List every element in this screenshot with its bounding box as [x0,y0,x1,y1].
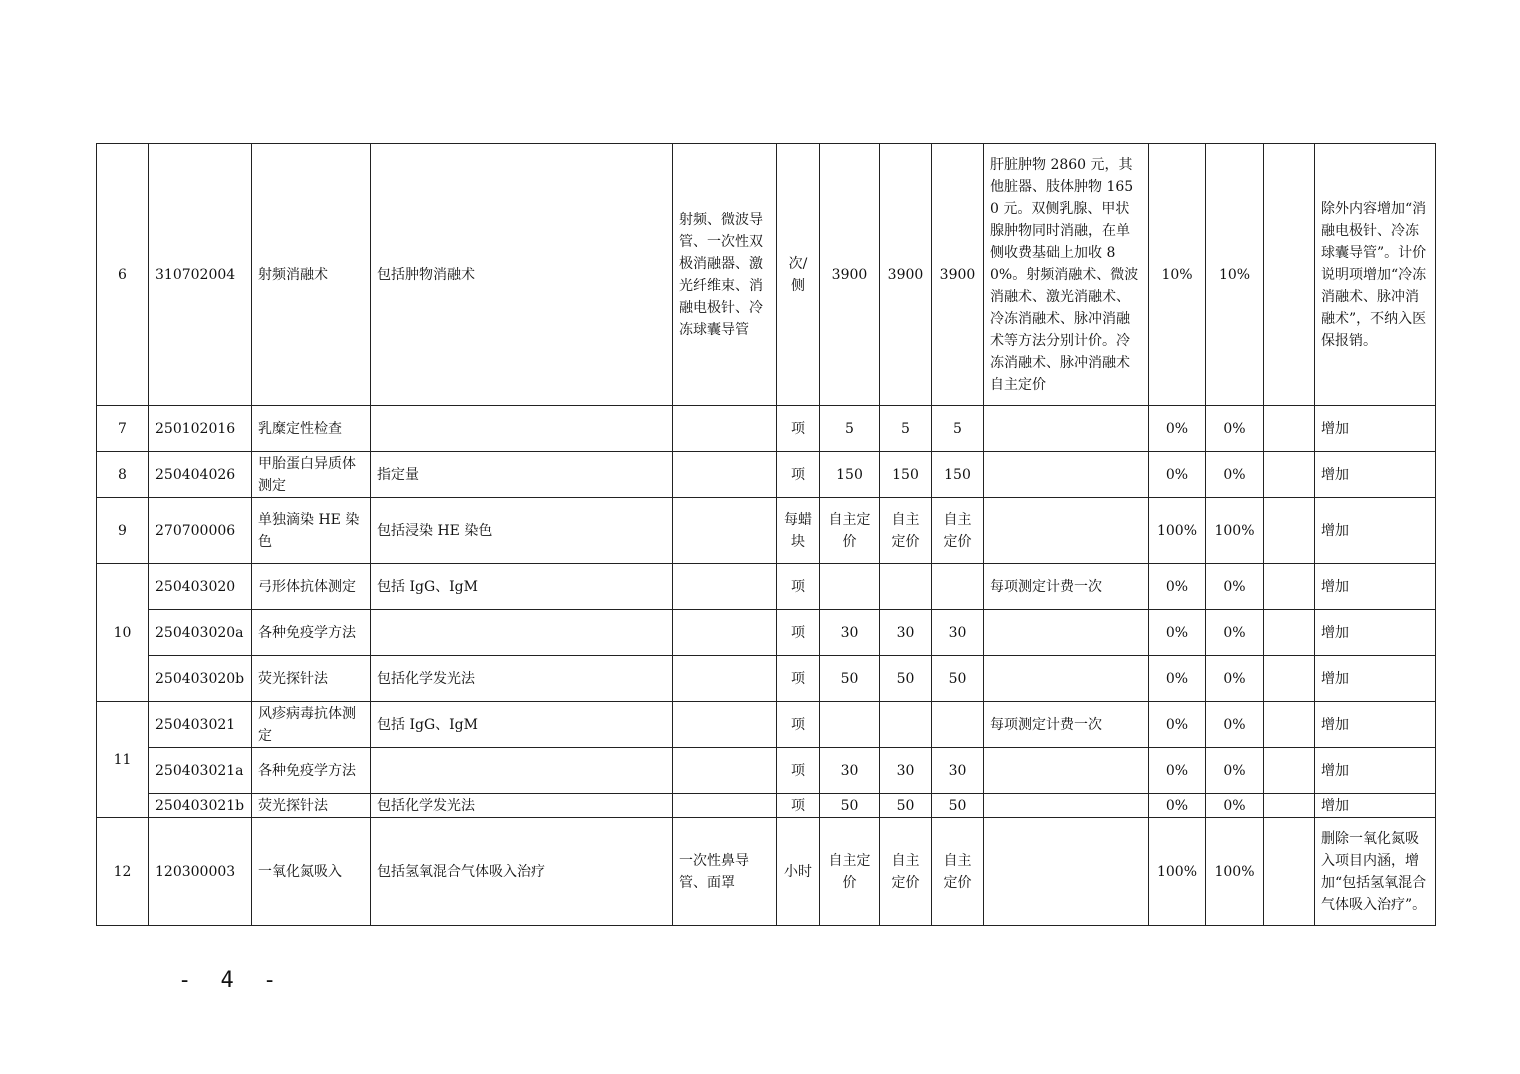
item-excluded [673,498,777,564]
row-number: 7 [97,406,149,452]
extra-cell [1264,818,1315,926]
extra-cell [1264,498,1315,564]
item-content [371,406,673,452]
item-code: 270700006 [149,498,252,564]
remark: 增加 [1315,498,1436,564]
ratio-1: 0% [1149,564,1206,610]
ratio-2: 0% [1206,452,1264,498]
item-code: 250403020a [149,610,252,656]
remark: 增加 [1315,748,1436,794]
item-name: 弓形体抗体测定 [252,564,371,610]
item-unit: 每蜡块 [777,498,820,564]
ratio-2: 0% [1206,794,1264,818]
item-unit: 项 [777,406,820,452]
price-1: 150 [820,452,880,498]
item-name: 各种免疫学方法 [252,748,371,794]
price-3: 50 [932,794,984,818]
ratio-2: 0% [1206,564,1264,610]
ratio-2: 0% [1206,748,1264,794]
price-2 [880,702,932,748]
ratio-1: 0% [1149,702,1206,748]
item-content: 包括 IgG、IgM [371,702,673,748]
item-excluded [673,794,777,818]
ratio-2: 0% [1206,610,1264,656]
item-content: 包括化学发光法 [371,794,673,818]
price-3: 30 [932,748,984,794]
item-name: 单独滴染 HE 染色 [252,498,371,564]
item-unit: 项 [777,794,820,818]
extra-cell [1264,406,1315,452]
item-content [371,748,673,794]
remark: 增加 [1315,452,1436,498]
page-number: - 4 - [178,968,285,993]
price-3: 自主定价 [932,818,984,926]
pricing-note [984,794,1149,818]
ratio-2: 0% [1206,406,1264,452]
price-3 [932,564,984,610]
table-row [97,406,1436,452]
pricing-note: 每项测定计费一次 [984,564,1149,610]
extra-cell [1264,564,1315,610]
pricing-note: 肝脏肿物 2860 元，其他脏器、肢体肿物 1650 元。双侧乳腺、甲状腺肿物同时消融，在单侧收费基础上加收 80%。射频消融术、微波消融术、激光消融术、冷冻消融术、脉冲消融术等方法分别计价。冷冻消融术、脉冲消融术自主定价 [984,144,1149,406]
price-1 [820,564,880,610]
pricing-note [984,818,1149,926]
row-number: 6 [97,144,149,406]
item-unit: 项 [777,452,820,498]
ratio-2: 0% [1206,702,1264,748]
item-name: 荧光探针法 [252,656,371,702]
ratio-1: 0% [1149,748,1206,794]
item-excluded [673,610,777,656]
item-content: 指定量 [371,452,673,498]
row-number: 8 [97,452,149,498]
pricing-note [984,498,1149,564]
row-number: 10 [97,564,149,702]
item-code: 310702004 [149,144,252,406]
ratio-1: 0% [1149,794,1206,818]
item-excluded [673,452,777,498]
item-code: 250403020 [149,564,252,610]
price-1: 5 [820,406,880,452]
item-excluded: 一次性鼻导管、面罩 [673,818,777,926]
item-name: 一氧化氮吸入 [252,818,371,926]
price-2: 150 [880,452,932,498]
item-content [371,610,673,656]
item-unit: 项 [777,564,820,610]
row-number: 9 [97,498,149,564]
table-row [97,564,1436,610]
item-unit: 项 [777,610,820,656]
ratio-1: 0% [1149,452,1206,498]
table-row [97,498,1436,564]
item-code: 250102016 [149,406,252,452]
item-excluded: 射频、微波导管、一次性双极消融器、激光纤维束、消融电极针、冷冻球囊导管 [673,144,777,406]
table-row [97,656,1436,702]
price-2: 50 [880,794,932,818]
ratio-1: 100% [1149,498,1206,564]
ratio-2: 100% [1206,498,1264,564]
item-content: 包括氢氧混合气体吸入治疗 [371,818,673,926]
item-code: 250403020b [149,656,252,702]
item-excluded [673,656,777,702]
ratio-1: 0% [1149,406,1206,452]
item-name: 乳糜定性检查 [252,406,371,452]
extra-cell [1264,748,1315,794]
item-code: 120300003 [149,818,252,926]
table-row [97,144,1436,406]
price-1: 50 [820,656,880,702]
item-code: 250404026 [149,452,252,498]
price-2: 30 [880,610,932,656]
remark: 增加 [1315,564,1436,610]
item-excluded [673,748,777,794]
pricing-note [984,748,1149,794]
price-3: 30 [932,610,984,656]
price-1: 30 [820,748,880,794]
item-code: 250403021a [149,748,252,794]
item-unit: 小时 [777,818,820,926]
price-1: 3900 [820,144,880,406]
item-name: 各种免疫学方法 [252,610,371,656]
item-excluded [673,564,777,610]
table-row [97,748,1436,794]
pricing-table [96,143,1436,926]
item-unit: 项 [777,702,820,748]
item-code: 250403021b [149,794,252,818]
remark: 增加 [1315,656,1436,702]
ratio-1: 0% [1149,610,1206,656]
item-unit: 项 [777,748,820,794]
row-number: 11 [97,702,149,818]
price-2: 5 [880,406,932,452]
pricing-note [984,656,1149,702]
extra-cell [1264,702,1315,748]
ratio-1: 0% [1149,656,1206,702]
remark: 删除一氧化氮吸入项目内涵，增加“包括氢氧混合气体吸入治疗”。 [1315,818,1436,926]
pricing-note: 每项测定计费一次 [984,702,1149,748]
price-1: 自主定价 [820,818,880,926]
price-2: 3900 [880,144,932,406]
item-name: 风疹病毒抗体测定 [252,702,371,748]
price-3: 5 [932,406,984,452]
price-1: 自主定价 [820,498,880,564]
ratio-1: 10% [1149,144,1206,406]
item-content: 包括化学发光法 [371,656,673,702]
price-1: 50 [820,794,880,818]
price-3: 自主定价 [932,498,984,564]
item-excluded [673,406,777,452]
price-3: 150 [932,452,984,498]
table-row [97,702,1436,748]
remark: 增加 [1315,794,1436,818]
price-3: 3900 [932,144,984,406]
table-row [97,818,1436,926]
remark: 增加 [1315,702,1436,748]
price-1: 30 [820,610,880,656]
price-2: 自主定价 [880,818,932,926]
remark: 增加 [1315,406,1436,452]
item-content: 包括肿物消融术 [371,144,673,406]
item-content: 包括 IgG、IgM [371,564,673,610]
item-name: 甲胎蛋白异质体测定 [252,452,371,498]
remark: 增加 [1315,610,1436,656]
ratio-1: 100% [1149,818,1206,926]
item-code: 250403021 [149,702,252,748]
ratio-2: 10% [1206,144,1264,406]
pricing-note [984,406,1149,452]
ratio-2: 100% [1206,818,1264,926]
price-2 [880,564,932,610]
item-unit: 项 [777,656,820,702]
price-3 [932,702,984,748]
remark: 除外内容增加“消融电极针、冷冻球囊导管”。计价说明项增加“冷冻消融术、脉冲消融术”，不纳入医保报销。 [1315,144,1436,406]
table-row [97,452,1436,498]
item-unit: 次/侧 [777,144,820,406]
extra-cell [1264,144,1315,406]
row-number: 12 [97,818,149,926]
table-row [97,794,1436,818]
price-2: 50 [880,656,932,702]
extra-cell [1264,794,1315,818]
extra-cell [1264,610,1315,656]
price-3: 50 [932,656,984,702]
item-excluded [673,702,777,748]
price-1 [820,702,880,748]
table-row [97,610,1436,656]
price-2: 30 [880,748,932,794]
item-content: 包括浸染 HE 染色 [371,498,673,564]
item-name: 射频消融术 [252,144,371,406]
extra-cell [1264,656,1315,702]
pricing-note [984,452,1149,498]
pricing-note [984,610,1149,656]
extra-cell [1264,452,1315,498]
price-2: 自主定价 [880,498,932,564]
item-name: 荧光探针法 [252,794,371,818]
ratio-2: 0% [1206,656,1264,702]
